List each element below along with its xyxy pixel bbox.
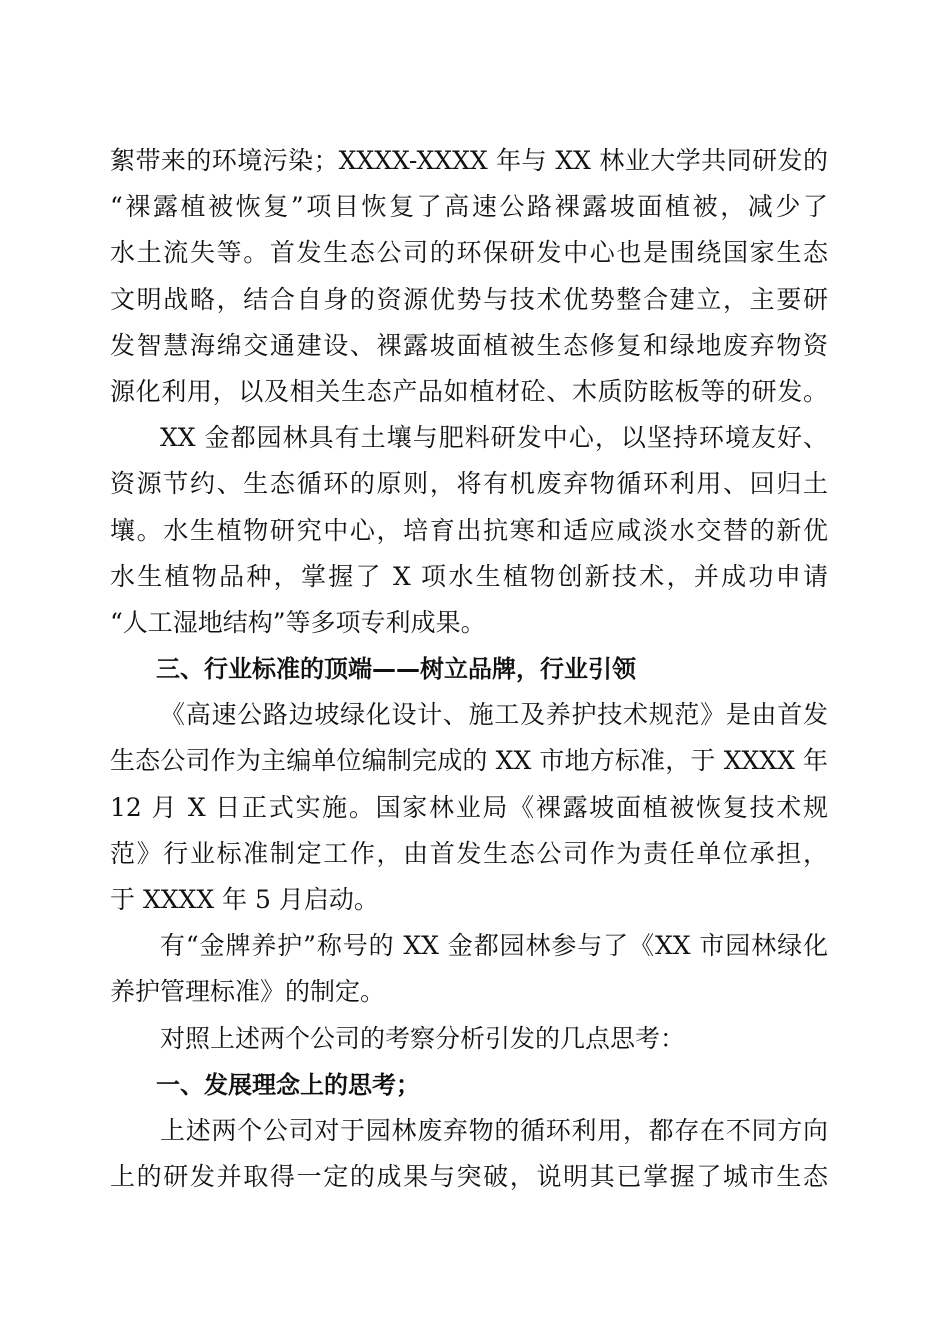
text-line: 水生植物品种，掌握了 X 项水生植物创新技术，并成功申请 <box>110 561 828 591</box>
paragraph-first-line: 上述两个公司对于园林废弃物的循环利用，都存在不同方向 <box>160 1115 828 1145</box>
paragraph-first-line: XX 金都园林具有土壤与肥料研发中心，以坚持环境友好、 <box>160 423 828 453</box>
text-line: “裸露植被恢复”项目恢复了高速公路裸露坡面植被，减少了 <box>110 192 828 222</box>
paragraph-last-line: “人工湿地结构”等多项专利成果。 <box>110 607 486 637</box>
text-line: 源化利用，以及相关生态产品如植材砼、木质防眩板等的研发。 <box>110 376 828 406</box>
text-line: 壤。水生植物研究中心，培育出抗寒和适应咸淡水交替的新优 <box>110 515 828 545</box>
text-line: 生态公司作为主编单位编制完成的 XX 市地方标准，于 XXXX 年 <box>110 746 828 776</box>
document-body <box>110 138 828 1200</box>
section-heading: 一、发展理念上的思考； <box>156 1070 420 1099</box>
text-line: 上的研发并取得一定的成果与突破，说明其已掌握了城市生态 <box>110 1162 828 1192</box>
section-heading: 三、行业标准的顶端——树立品牌，行业引领 <box>156 655 636 684</box>
text-line: 12 月 X 日正式实施。国家林业局《裸露坡面植被恢复技术规 <box>110 792 828 822</box>
text-line: 文明战略，结合自身的资源优势与技术优势整合建立，主要研 <box>110 284 828 314</box>
text-line: 发智慧海绵交通建设、裸露坡面植被生态修复和绿地废弃物资 <box>110 330 828 360</box>
text-line: 范》行业标准制定工作，由首发生态公司作为责任单位承担， <box>110 838 828 868</box>
text-line: 絮带来的环境污染；XXXX-XXXX 年与 XX 林业大学共同研发的 <box>110 146 828 175</box>
text-line: 水土流失等。首发生态公司的环保研发中心也是围绕国家生态 <box>110 238 828 268</box>
paragraph-last-line: 养护管理标准》的制定。 <box>110 977 386 1007</box>
paragraph-last-line: 于 XXXX 年 5 月启动。 <box>110 885 379 914</box>
paragraph-first-line: 有“金牌养护”称号的 XX 金都园林参与了《XX 市园林绿化 <box>160 931 828 961</box>
text-line: 资源节约、生态循环的原则，将有机废弃物循环利用、回归土 <box>110 469 828 499</box>
paragraph-line: 对照上述两个公司的考察分析引发的几点思考： <box>160 1023 686 1053</box>
paragraph-first-line: 《高速公路边坡绿化设计、施工及养护技术规范》是由首发 <box>160 700 828 730</box>
